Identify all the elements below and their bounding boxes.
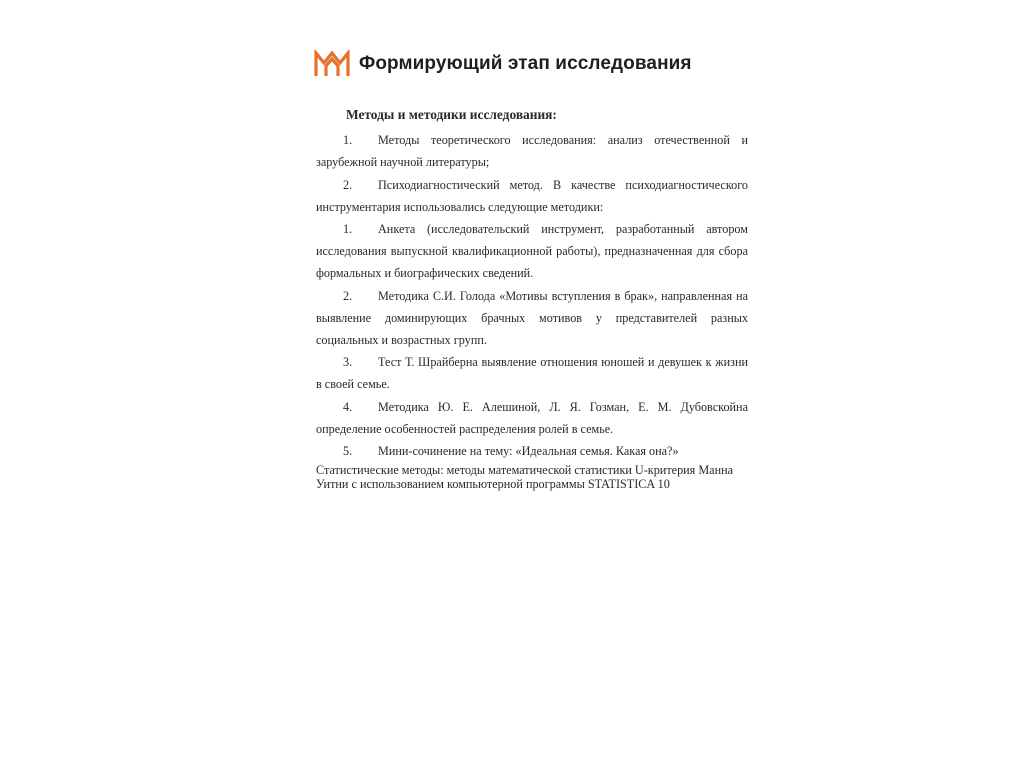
item-number: 4. xyxy=(343,399,353,414)
item-number: 3. xyxy=(343,355,353,370)
item-text: Психодиагностический метод. В качестве психодиагностического инструментария использовались следующие методики: xyxy=(316,177,748,214)
list-item xyxy=(316,351,748,395)
statistics-note: Статистические методы: методы математической статистики U-критерия Манна Уитни с использованием компьютерной программы STATISTICA 10 xyxy=(316,463,734,491)
item-text: Анкета (исследовательский инструмент, разработанный автором исследования выпускной квалификационной работы), предназначенная для сбора формальных и биографических сведений. xyxy=(316,222,748,281)
item-number: 2. xyxy=(343,288,353,303)
section-subtitle: Методы и методики исследования: xyxy=(346,107,557,122)
item-text: Методы теоретического исследования: анализ отечественной и зарубежной научной литературы; xyxy=(316,133,748,170)
item-text: Тест Т. Шрайберна выявление отношения юношей и девушек к жизни в своей семье. xyxy=(316,355,748,392)
item-text: Методика С.И. Голода «Мотивы вступления в брак», направленная на выявление доминирующих брачных мотивов у представителей разных социальных и возрастных групп. xyxy=(316,288,748,348)
slide-title: Формирующий этап исследования xyxy=(359,53,692,74)
item-text: Методика Ю. Е. Алешиной, Л. Я. Гозман, Е. М. Дубовскойна определение особенностей распределения ролей в семье. xyxy=(316,399,748,436)
item-number: 1. xyxy=(343,222,353,237)
list-item xyxy=(316,396,748,440)
list-item xyxy=(316,174,748,218)
list-item xyxy=(316,285,748,352)
methods-content xyxy=(316,104,748,462)
item-number: 2. xyxy=(343,177,353,192)
item-number: 5. xyxy=(343,444,353,459)
mg-logo-icon xyxy=(313,50,351,78)
item-number: 1. xyxy=(343,133,353,148)
list-item xyxy=(316,218,748,285)
list-item xyxy=(316,129,748,173)
item-text: Мини-сочинение на тему: «Идеальная семья. Какая она?» xyxy=(378,444,679,459)
title-row xyxy=(313,50,692,78)
list-item xyxy=(316,440,748,462)
